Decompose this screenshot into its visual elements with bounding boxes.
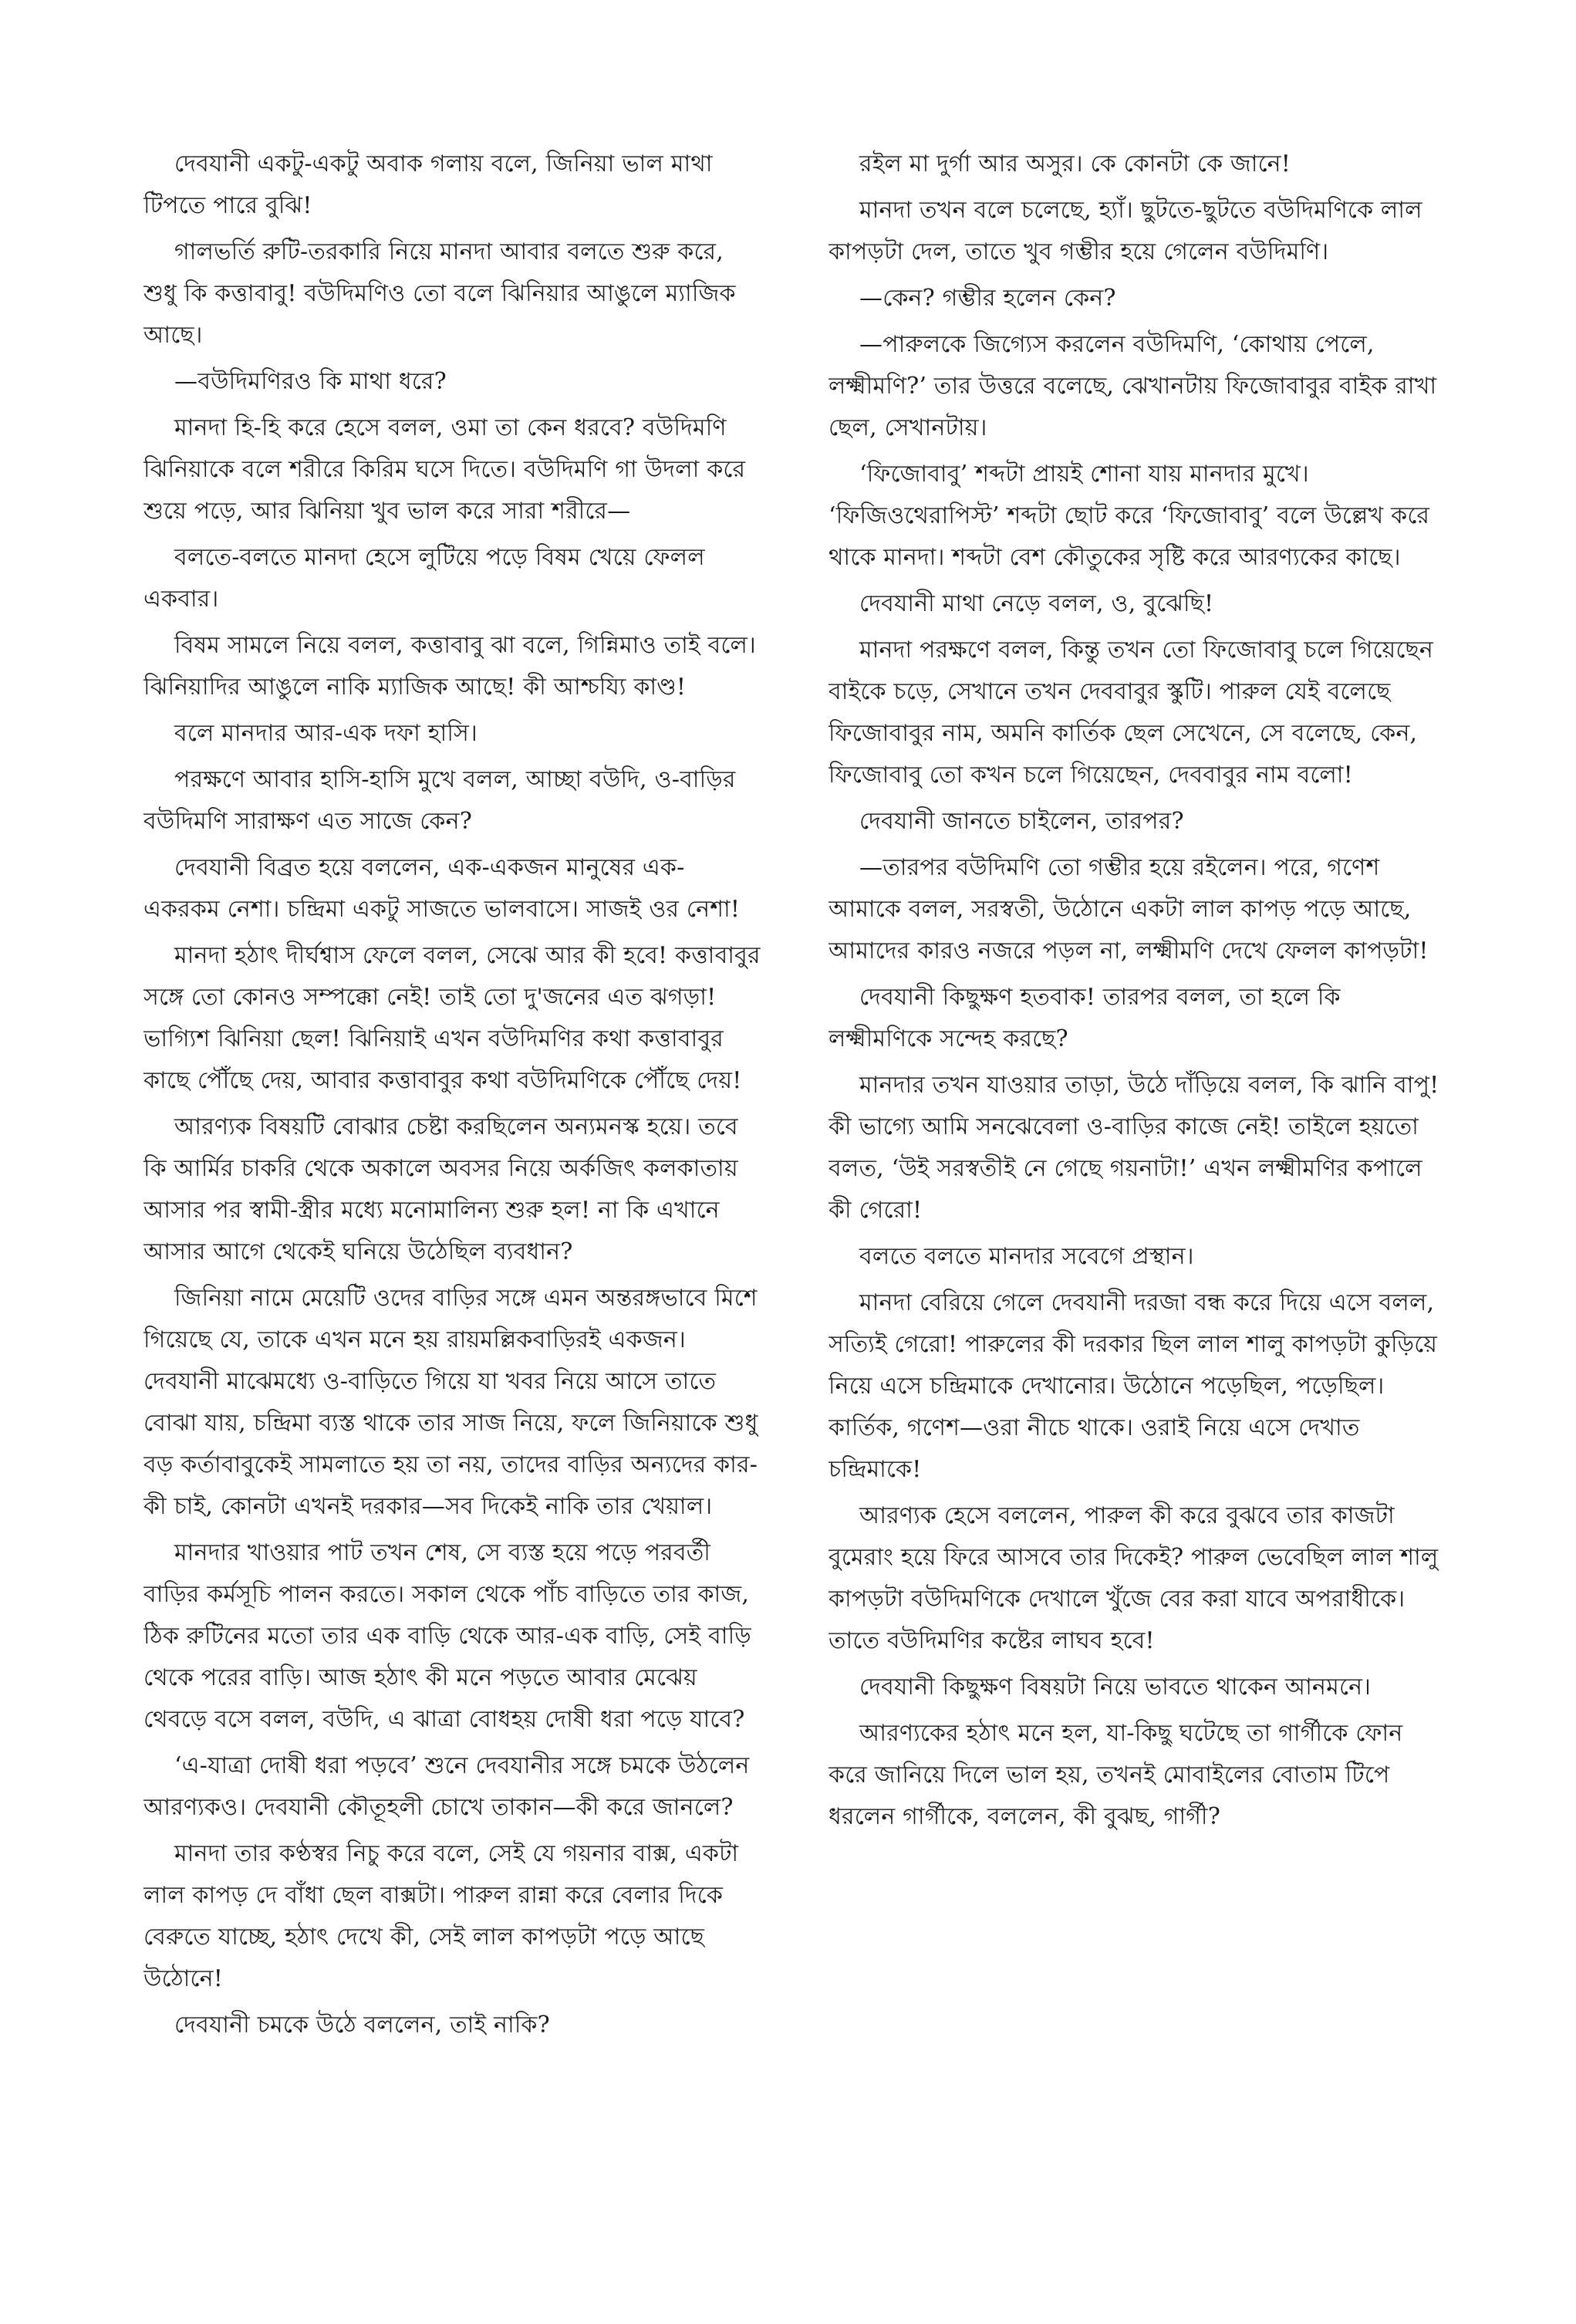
paragraph: দেবযানী কিছুক্ষণ হতবাক! তারপর বলল, তা হলে কি লক্ষ্মীমণিকে সন্দেহ করছে?: [828, 984, 1341, 1052]
paragraph: রইল মা দুর্গা আর অসুর। কে কোনটা কে জানে!: [859, 150, 1291, 177]
paragraph: মানদা তখন বলে চলেছে, হ্যাঁ। ছুটতে-ছুটতে বউদিমণিকে লাল কাপড়টা দেল, তাতে খুব গম্ভীর হয়ে গেলেন বউদিমণি।: [828, 197, 1422, 265]
paragraph: আরণ্যক বিষয়টি বোঝার চেষ্টা করছিলেন অন্যমনস্ক হয়ে। তবে কি আর্মির চাকরি থেকে অকালে অবসর নিয়ে অর্কজিৎ কলকাতায় আসার পর স্বামী-স্ত্রীর মধ্যে মনোমালিন্য শুরু হল! না কি এখানে আসার আগে থেকেই ঘনিয়ে উঠেছিল ব্যবধান?: [143, 1113, 738, 1265]
paragraph: —পারুলকে জিগ্যেস করলেন বউদিমণি, ‘কোথায় পেলে, লক্ষ্মীমণি?’ তার উত্তরে বলেছে, ঝেখানটায় ফিজোবাবুর বাইক রাখা ছেল, সেখানটায়।: [828, 331, 1437, 441]
paragraph: ‘এ-যাত্রা দোষী ধরা পড়বে’ শুনে দেবযানীর সঙ্গে চমকে উঠলেন আরণ্যকও। দেবযানী কৌতূহলী চোখে তাকান—কী করে জানলে?: [143, 1752, 750, 1821]
paragraph: জিনিয়া নামে মেয়েটি ওদের বাড়ির সঙ্গে এমন অন্তরঙ্গভাবে মিশে গিয়েছে যে, তাকে এখন মনে হয় রায়মল্লিকবাড়িরই একজন। দেবযানী মাঝেমধ্যে ও-বাড়িতে গিয়ে যা খবর নিয়ে আসে তাতে বোঝা যায়, চন্দ্রিমা ব্যস্ত থাকে তার সাজ নিয়ে, ফলে জিনিয়াকে শুধু বড় কর্তাবাবুকেই সামলাতে হয় তা নয়, তাদের বাড়ির অন্যদের কার-কী চাই, কোনটা এখনই দরকার—সব দিকেই নাকি তার খেয়াল।: [143, 1285, 758, 1520]
paragraph: বিষম সামলে নিয়ে বলল, কত্তাবাবু ঝা বলে, গিন্নিমাও তাই বলে। ঝিনিয়াদির আঙুলে নাকি ম্যাজিক আছে! কী আশ্চয্যি কাণ্ড!: [143, 632, 756, 701]
paragraph: মানদা পরক্ষণে বলল, কিন্তু তখন তো ফিজোবাবু চলে গিয়েছেন বাইকে চড়ে, সেখানে তখন দেববাবুর স্কুটি। পারুল যেই বলেছে ফিজোবাবুর নাম, অমনি কার্তিক ছেল সেখেনে, সে বলেছে, কেন, ফিজোবাবু তো কখন চলে গিয়েছেন, দেববাবুর নাম বলো!: [828, 637, 1433, 789]
left-column: [143, 144, 761, 2165]
paragraph: ‘ফিজোবাবু’ শব্দটা প্রায়ই শোনা যায় মানদার মুখে। ‘ফিজিওথেরাপিস্ট’ শব্দটা ছোট করে ‘ফিজোবাবু’ বলে উল্লেখ করে থাকে মানদা। শব্দটা বেশ কৌতুকের সৃষ্টি করে আরণ্যকের কাছে।: [828, 461, 1430, 571]
paragraph: দেবযানী কিছুক্ষণ বিষয়টা নিয়ে ভাবতে থাকেন আনমনে।: [859, 1674, 1372, 1701]
right-column: [828, 144, 1446, 2165]
paragraph: গালভর্তি রুটি-তরকারি নিয়ে মানদা আবার বলতে শুরু করে, শুধু কি কত্তাবাবু! বউদিমণিও তো বলে ঝিনিয়ার আঙুলে ম্যাজিক আছে।: [143, 238, 736, 349]
paragraph: আরণ্যক হেসে বললেন, পারুল কী করে বুঝবে তার কাজটা বুমেরাং হয়ে ফিরে আসবে তার দিকেই? পারুল ভেবেছিল লাল শালু কাপড়টা বউদিমণিকে দেখালে খুঁজে বের করা যাবে অপরাধীকে। তাতে বউদিমণির কষ্টের লাঘব হবে!: [828, 1502, 1439, 1654]
paragraph: মানদা হঠাৎ দীর্ঘশ্বাস ফেলে বলল, সেঝে আর কী হবে! কত্তাবাবুর সঙ্গে তো কোনও সম্পক্কো নেই! তাই তো দু'জনের এত ঝগড়া! ভাগ্যিশ ঝিনিয়া ছেল! ঝিনিয়াই এখন বউদিমণির কথা কত্তাবাবুর কাছে পৌঁছে দেয়, আবার কত্তাবাবুর কথা বউদিমণিকে পৌঁছে দেয়!: [143, 942, 761, 1094]
paragraph: দেবযানী মাথা নেড়ে বলল, ও, বুঝেছি!: [859, 590, 1214, 617]
paragraph: মানদা বেরিয়ে গেলে দেবযানী দরজা বন্ধ করে দিয়ে এসে বলল, সত্যিই গেরো! পারুলের কী দরকার ছিল লাল শালু কাপড়টা কুড়িয়ে নিয়ে এসে চন্দ্রিমাকে দেখানোর। উঠোনে পড়েছিল, পড়েছিল। কার্তিক, গণেশ—ওরা নীচে থাকে। ওরাই নিয়ে এসে দেখাত চন্দ্রিমাকে!: [828, 1289, 1438, 1483]
paragraph: দেবযানী চমকে উঠে বললেন, তাই নাকি?: [174, 2012, 550, 2039]
paragraph: মানদার তখন যাওয়ার তাড়া, উঠে দাঁড়িয়ে বলল, কি ঝানি বাপু! কী ভাগ্যে আমি সনঝেবেলা ও-বাড়ির কাজে নেই! তাইলে হয়তো বলত, ‘উই সরস্বতীই নে গেছে গয়নাটা!’ এখন লক্ষ্মীমণির কপালে কী গেরো!: [828, 1072, 1439, 1224]
paragraph: বলতে বলতে মানদার সবেগে প্রস্থান।: [859, 1243, 1194, 1270]
paragraph: মানদা হি-হি করে হেসে বলল, ওমা তা কেন ধরবে? বউদিমণি ঝিনিয়াকে বলে শরীরে কিরিম ঘসে দিতে। বউদিমণি গা উদলা করে শুয়ে পড়ে, আর ঝিনিয়া খুব ভাল করে সারা শরীরে—: [143, 414, 746, 525]
paragraph: মানদা তার কণ্ঠস্বর নিচু করে বলে, সেই যে গয়নার বাক্স, একটা লাল কাপড় দে বাঁধা ছেল বাক্সটা। পারুল রান্না করে বেলার দিকে বেরুতে যাচ্ছে, হঠাৎ দেখে কী, সেই লাল কাপড়টা পড়ে আছে উঠোনে!: [143, 1840, 739, 1992]
paragraph: দেবযানী বিব্রত হয়ে বললেন, এক-একজন মানুষের এক-একরকম নেশা। চন্দ্রিমা একটু সাজতে ভালবাসে। সাজই ওর নেশা!: [143, 854, 741, 923]
paragraph: বলে মানদার আর-এক দফা হাসি।: [174, 720, 478, 747]
paragraph: পরক্ষণে আবার হাসি-হাসি মুখে বলল, আচ্ছা বউদি, ও-বাড়ির বউদিমণি সারাক্ষণ এত সাজে কেন?: [143, 766, 736, 835]
paragraph: দেবযানী একটু-একটু অবাক গলায় বলে, জিনিয়া ভাল মাথা টিপতে পারে বুঝি!: [143, 150, 713, 219]
paragraph: —কেন? গম্ভীর হলেন কেন?: [859, 285, 1116, 312]
paragraph: —বউদিমণিরও কি মাথা ধরে?: [174, 368, 447, 395]
paragraph: বলতে-বলতে মানদা হেসে লুটিয়ে পড়ে বিষম খেয়ে ফেলল একবার।: [143, 544, 705, 613]
paragraph: —তারপর বউদিমণি তো গম্ভীর হয়ে রইলেন। পরে, গণেশ আমাকে বলল, সরস্বতী, উঠোনে একটা লাল কাপড় পড়ে আছে, আমাদের কারও নজরে পড়ল না, লক্ষ্মীমণি দেখে ফেলল কাপড়টা!: [828, 854, 1429, 964]
paragraph: মানদার খাওয়ার পাট তখন শেষ, সে ব্যস্ত হয়ে পড়ে পরবর্তী বাড়ির কর্মসূচি পালন করতে। সকাল থেকে পাঁচ বাড়িতে তার কাজ, ঠিক রুটিনের মতো তার এক বাড়ি থেকে আর-এক বাড়ি, সেই বাড়ি থেকে পরের বাড়ি। আজ হঠাৎ কী মনে পড়তে আবার মেঝেয় থেবড়ে বসে বলল, বউদি, এ ঝাত্রা বোধহয় দোষী ধরা পড়ে যাবে?: [143, 1539, 751, 1733]
paragraph: দেবযানী জানতে চাইলেন, তারপর?: [859, 808, 1184, 835]
paragraph: আরণ্যকের হঠাৎ মনে হল, যা-কিছু ঘটেছে তা গার্গীকে ফোন করে জানিয়ে দিলে ভাল হয়, তখনই মোবাইলের বোতাম টিপে ধরলেন গার্গীকে, বললেন, কী বুঝছ, গার্গী?: [828, 1720, 1403, 1830]
